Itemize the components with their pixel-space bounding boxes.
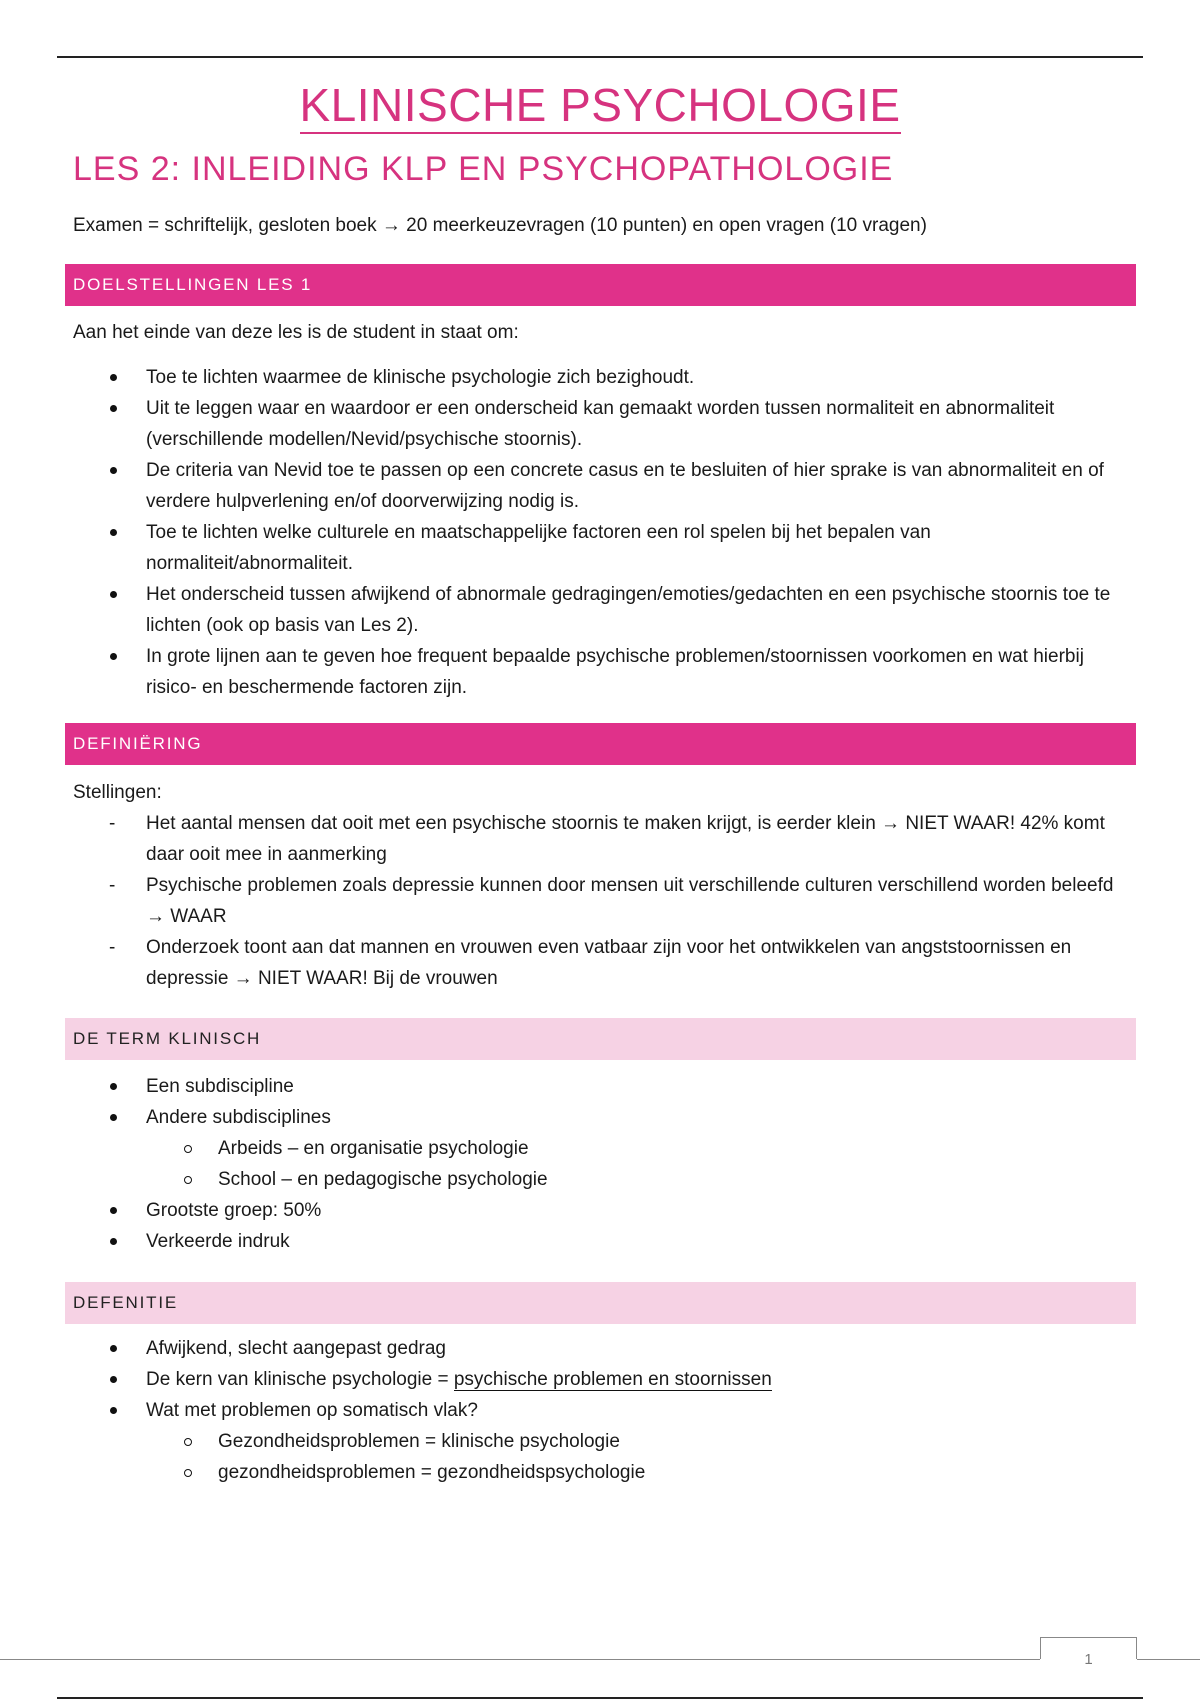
- list-item: Verkeerde indruk: [0, 1226, 1200, 1257]
- list-item: Het onderscheid tussen afwijkend of abnormale gedragingen/emoties/gedachten en een psychische stoornis toe te lichten (ook op basis van Les 2).: [0, 579, 1200, 641]
- defenitie-list: [0, 1333, 1200, 1488]
- list-item: - Onderzoek toont aan dat mannen en vrouwen even vatbaar zijn voor het ontwikkelen van angststoornissen en depressie → NIET WAAR! Bij de vrouwen: [0, 932, 1200, 994]
- footer-rule-left: [0, 1659, 1040, 1660]
- sub-list-item: School – en pedagogische psychologie: [0, 1164, 1200, 1195]
- list-item: Toe te lichten welke culturele en maatschappelijke factoren een rol spelen bij het bepalen van normaliteit/abnormaliteit.: [0, 517, 1200, 579]
- sub-list-item: Gezondheidsproblemen = klinische psychologie: [0, 1426, 1200, 1457]
- list-item: Afwijkend, slecht aangepast gedrag: [0, 1333, 1200, 1364]
- list-item: [0, 1364, 1200, 1395]
- section-heading-defenitie: DEFENITIE: [65, 1282, 1136, 1324]
- list-item: Grootste groep: 50%: [0, 1195, 1200, 1226]
- document-subtitle: LES 2: INLEIDING KLP EN PSYCHOPATHOLOGIE: [73, 150, 894, 188]
- footer-rule-right: [1137, 1659, 1200, 1660]
- list-item: De criteria van Nevid toe te passen op een concrete casus en te besluiten of hier sprake is van abnormaliteit en of verdere hulpverlening en/of doorverwijzing nodig is.: [0, 455, 1200, 517]
- list-item: - Het aantal mensen dat ooit met een psychische stoornis te maken krijgt, is eerder klein → NIET WAAR! 42% komt daar ooit mee in aanmerking: [0, 808, 1200, 870]
- list-item: Uit te leggen waar en waardoor er een onderscheid kan gemaakt worden tussen normaliteit en abnormaliteit (verschillende modellen/Nevid/psychische stoornis).: [0, 393, 1200, 455]
- list-item: Wat met problemen op somatisch vlak?: [0, 1395, 1200, 1426]
- section-heading-term-klinisch: DE TERM KLINISCH: [65, 1018, 1136, 1060]
- doelstellingen-list: [0, 362, 1200, 703]
- stellingen-list: [0, 808, 1200, 994]
- document-title: [0, 78, 1200, 132]
- term-klinisch-list: [0, 1071, 1200, 1257]
- list-item: Andere subdisciplines: [0, 1102, 1200, 1133]
- list-item: - Psychische problemen zoals depressie kunnen door mensen uit verschillende culturen verschillend worden beleefd → WAAR: [0, 870, 1200, 932]
- list-item-text: De kern van klinische psychologie =: [146, 1369, 454, 1390]
- list-item: Toe te lichten waarmee de klinische psychologie zich bezighoudt.: [0, 362, 1200, 393]
- definiering-intro: Stellingen:: [73, 782, 162, 803]
- exam-line: Examen = schriftelijk, gesloten boek → 20 meerkeuzevragen (10 punten) en open vragen (10 vragen): [73, 215, 927, 236]
- section-heading-doelstellingen: DOELSTELLINGEN LES 1: [65, 264, 1136, 306]
- document-title-text: KLINISCHE PSYCHOLOGIE: [300, 79, 901, 134]
- doelstellingen-intro: Aan het einde van deze les is de student in staat om:: [73, 322, 519, 343]
- top-rule: [57, 56, 1143, 58]
- sub-list-item: gezondheidsproblemen = gezondheidspsychologie: [0, 1457, 1200, 1488]
- sub-list-item: Arbeids – en organisatie psychologie: [0, 1133, 1200, 1164]
- bottom-rule: [57, 1697, 1143, 1699]
- list-item: Een subdiscipline: [0, 1071, 1200, 1102]
- page-number: 1: [1084, 1651, 1093, 1668]
- underlined-term: psychische problemen en stoornissen: [453, 1369, 772, 1390]
- list-item: In grote lijnen aan te geven hoe frequent bepaalde psychische problemen/stoornissen voorkomen en wat hierbij risico- en beschermende factoren zijn.: [0, 641, 1200, 703]
- section-heading-definiering: DEFINIËRING: [65, 723, 1136, 765]
